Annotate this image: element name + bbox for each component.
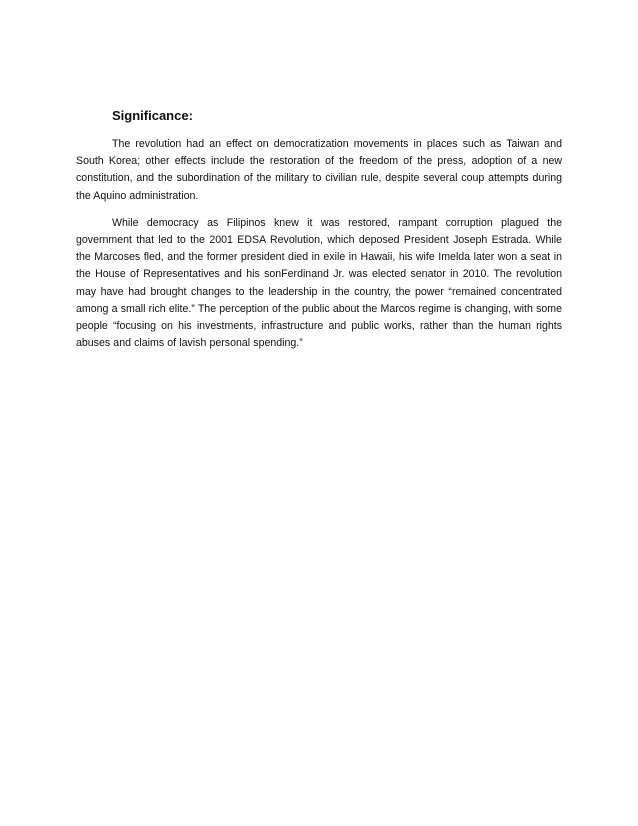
- section-heading: Significance:: [112, 108, 193, 123]
- paragraph-revolution-effects: The revolution had an effect on democratization movements in places such as Taiwan and South Korea; other effects include the restoration of the freedom of the press, adoption of a new constitution, and the subordination of the military to civilian rule, despite several coup attempts during the Aquino administration.: [76, 138, 562, 202]
- document-body: [76, 108, 562, 362]
- paragraph-democracy-restored: While democracy as Filipinos knew it was restored, rampant corruption plagued the government that led to the 2001 EDSA Revolution, which deposed President Joseph Estrada. While the Marcoses fled, and the former president died in exile in Hawaii, his wife Imelda later won a seat in the House of Representatives and his sonFerdinand Jr. was elected senator in 2010. The revolution may have had brought changes to the leadership in the country, the power “remained concentrated among a small rich elite.” The perception of the public about the Marcos regime is changing, with some people “focusing on his investments, infrastructure and public works, rather than the human rights abuses and claims of lavish personal spending.”: [76, 216, 562, 350]
